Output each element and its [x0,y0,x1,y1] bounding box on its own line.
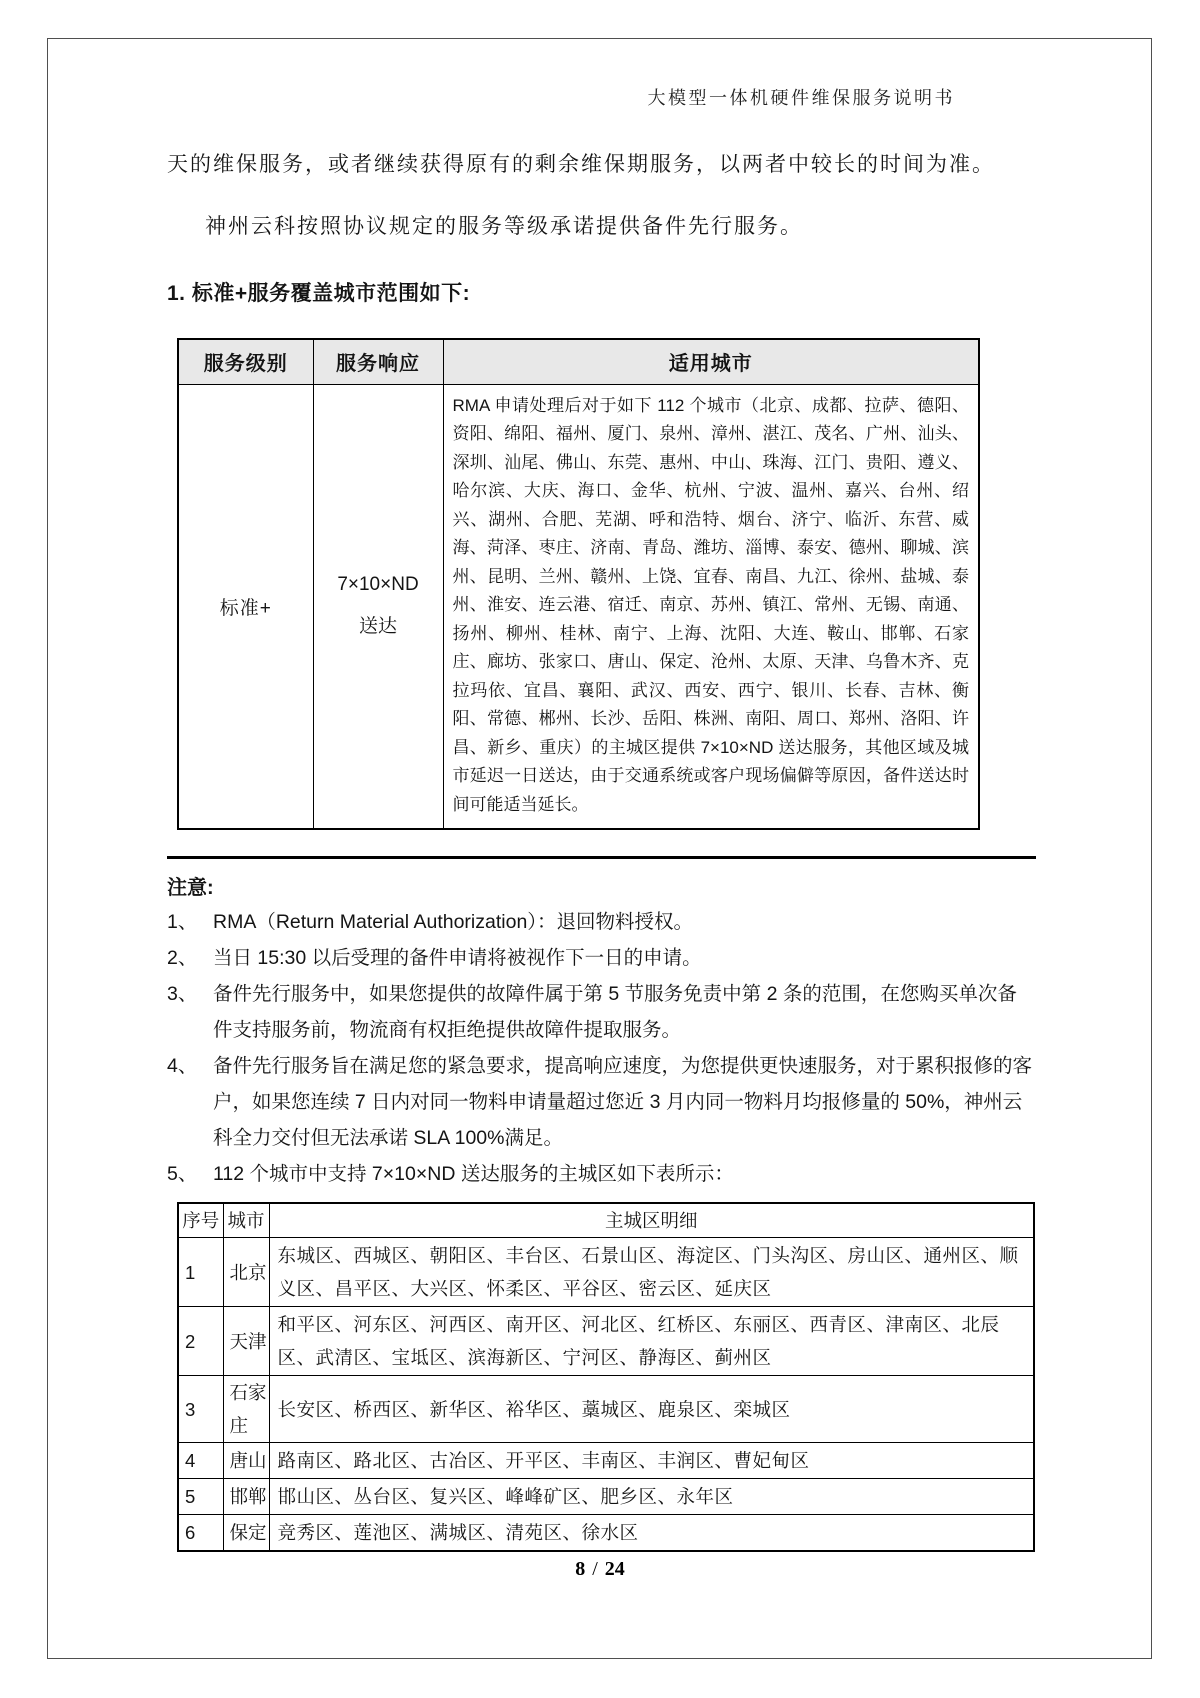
note-number: 2、 [167,947,198,969]
response-line2: 送达 [358,616,397,638]
cell-city: 石家庄 [223,1376,269,1443]
service-table-header-row [178,339,979,384]
note-item-4 [167,1048,1036,1156]
cell-districts: 长安区、桥西区、新华区、裕华区、藁城区、鹿泉区、栾城区 [269,1376,1034,1443]
total-pages: 24 [604,1558,625,1580]
note-number: 5、 [167,1163,198,1185]
cell-city: 唐山 [223,1443,269,1479]
page-separator: / [592,1558,598,1580]
note-text: RMA（Return Material Authorization）：退回物料授权。 [213,911,694,933]
note-text: 112 个城市中支持 7×10×ND 送达服务的主城区如下表所示： [213,1163,734,1185]
district-row-beijing [178,1238,1034,1307]
page-content [167,150,1036,1552]
note-item-3 [167,976,1036,1048]
note-item-2 [167,940,1036,976]
header-seq: 序号 [178,1203,223,1238]
cell-seq: 6 [178,1515,223,1552]
document-title: 大模型一体机硬件维保服务说明书 [647,88,955,108]
cell-seq: 4 [178,1443,223,1479]
district-row-baoding [178,1515,1034,1552]
cell-city: 北京 [223,1238,269,1307]
district-row-tangshan [178,1443,1034,1479]
service-coverage-table [177,338,980,830]
cell-city: 保定 [223,1515,269,1552]
paragraph-sla-commitment: 神州云科按照协议规定的服务等级承诺提供备件先行服务。 [205,215,803,238]
cell-city: 邯郸 [223,1479,269,1515]
page-footer [0,1558,1200,1581]
service-table-row [178,384,979,829]
document-header [167,84,955,110]
cell-seq: 5 [178,1479,223,1515]
section-divider [167,856,1036,859]
note-text: 备件先行服务旨在满足您的紧急要求，提高响应速度，为您提供更快速服务，对于累积报修的客户，如果您连续 7 日内对同一物料申请量超过您近 3 月内同一物料月均报修量的 50%，神州云科全力交付但无法承诺 SLA 100%满足。 [213,1055,1033,1149]
note-item-5 [167,1156,1036,1192]
cell-districts: 路南区、路北区、古冶区、开平区、丰南区、丰润区、曹妃甸区 [269,1443,1034,1479]
cell-seq: 3 [178,1376,223,1443]
section-heading: 1. 标准+服务覆盖城市范围如下: [167,282,471,305]
note-number: 4、 [167,1055,198,1077]
cell-districts: 邯山区、丛台区、复兴区、峰峰矿区、肥乡区、永年区 [269,1479,1034,1515]
header-service-level: 服务级别 [178,339,313,384]
cell-seq: 1 [178,1238,223,1307]
note-text: 备件先行服务中，如果您提供的故障件属于第 5 节服务免责中第 2 条的范围，在您购买单次备件支持服务前，物流商有权拒绝提供故障件提取服务。 [213,983,1017,1041]
note-item-1 [167,904,1036,940]
district-row-handan [178,1479,1034,1515]
cell-service-level: 标准+ [178,384,313,829]
cell-city: 天津 [223,1307,269,1376]
district-table-header-row [178,1203,1034,1238]
note-number: 1、 [167,911,198,933]
district-detail-table [177,1202,1035,1552]
current-page-number: 8 [575,1558,586,1580]
header-city: 城市 [223,1203,269,1238]
district-row-shijiazhuang [178,1376,1034,1443]
response-line1: 7×10×ND [337,574,419,596]
paragraph-warranty-period: 天的维保服务，或者继续获得原有的剩余维保期服务，以两者中较长的时间为准。 [167,153,995,176]
cell-applicable-cities: RMA 申请处理后对于如下 112 个城市（北京、成都、拉萨、德阳、资阳、绵阳、福州、厦门、泉州、漳州、湛江、茂名、广州、汕头、深圳、汕尾、佛山、东莞、惠州、中山、珠海、江门、贵阳、遵义、哈尔滨、大庆、海口、金华、杭州、宁波、温州、嘉兴、台州、绍兴、湖州、合肥、芜湖、呼和浩特、烟台、济宁、临沂、东营、威海、菏泽、枣庄、济南、青岛、潍坊、淄博、泰安、德州、聊城、滨州、昆明、兰州、赣州、上饶、宜春、南昌、九江、徐州、盐城、泰州、淮安、连云港、宿迁、南京、苏州、镇江、常州、无锡、南通、扬州、柳州、桂林、南宁、上海、沈阳、大连、鞍山、邯郸、石家庄、廊坊、张家口、唐山、保定、沧州、太原、天津、乌鲁木齐、克拉玛依、宜昌、襄阳、武汉、西安、西宁、银川、长春、吉林、衡阳、常德、郴州、长沙、岳阳、株洲、南阳、周口、郑州、洛阳、许昌、新乡、重庆）的主城区提供 7×10×ND 送达服务，其他区域及城市延迟一日送达，由于交通系统或客户现场偏僻等原因，备件送达时间可能适当延长。 [443,384,979,829]
cell-service-response [313,384,443,829]
note-number: 3、 [167,983,198,1005]
notes-heading: 注意: [167,877,214,899]
cell-districts: 东城区、西城区、朝阳区、丰台区、石景山区、海淀区、门头沟区、房山区、通州区、顺义区、昌平区、大兴区、怀柔区、平谷区、密云区、延庆区 [269,1238,1034,1307]
cell-districts: 竞秀区、莲池区、满城区、清苑区、徐水区 [269,1515,1034,1552]
header-applicable-cities: 适用城市 [443,339,979,384]
header-districts: 主城区明细 [269,1203,1034,1238]
header-service-response: 服务响应 [313,339,443,384]
district-row-tianjin [178,1307,1034,1376]
note-text: 当日 15:30 以后受理的备件申请将被视作下一日的申请。 [213,947,702,969]
cell-seq: 2 [178,1307,223,1376]
cell-districts: 和平区、河东区、河西区、南开区、河北区、红桥区、东丽区、西青区、津南区、北辰区、武清区、宝坻区、滨海新区、宁河区、静海区、蓟州区 [269,1307,1034,1376]
